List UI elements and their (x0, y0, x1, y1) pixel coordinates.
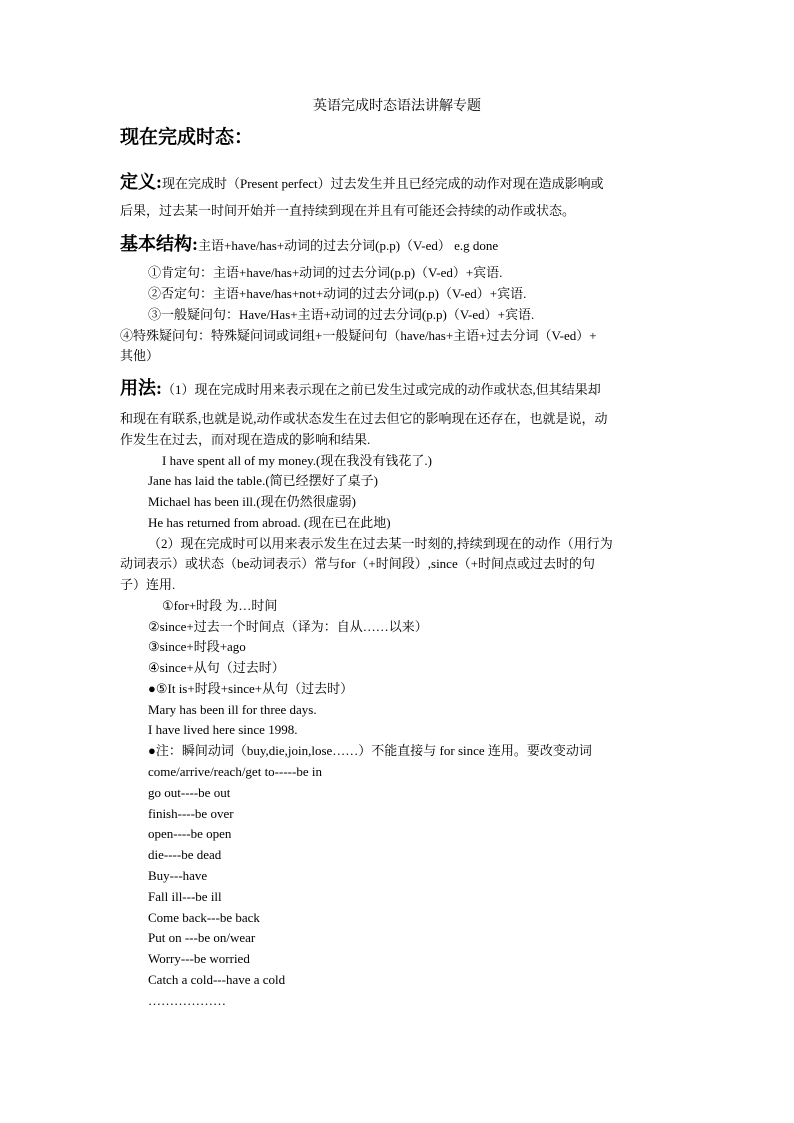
usage-text-1: （1）现在完成时用来表示现在之前已发生过或完成的动作或状态,但其结果却 (162, 382, 601, 397)
verb-pair: go out----be out (148, 785, 231, 800)
structure-special-question: ④特殊疑问句：特殊疑问词或词组+一般疑问句（have/has+主语+过去分词（V-ed）+ (120, 328, 597, 343)
rule-item: ●⑤It is+时段+since+从句（过去时） (148, 681, 354, 696)
structure-special-question-cont: 其他） (120, 348, 160, 363)
definition-label: 定义: (120, 172, 162, 192)
verb-pair: Fall ill---be ill (148, 889, 222, 904)
rule-item: ④since+从句（过去时） (148, 660, 285, 675)
ellipsis: ……………… (148, 993, 226, 1008)
verb-pair: Worry---be worried (148, 951, 250, 966)
usage-line-1 (120, 376, 601, 402)
definition-line-2: 后果，过去某一时间开始并一直持续到现在并且有可能还会持续的动作或状态。 (120, 203, 576, 218)
structure-negative: ②否定句：主语+have/has+not+动词的过去分词(p.p)（V-ed）+宾语. (148, 286, 527, 301)
usage-point-2-cont: 动词表示）或状态（be动词表示）常与for（+时间段）,since（+时间点或过去时的句 (120, 556, 596, 571)
document-title: 英语完成时态语法讲解专题 (313, 99, 481, 114)
note-line: ●注：瞬间动词（buy,die,join,lose……）不能直接与 for since 连用。要改变动词 (148, 743, 592, 758)
usage-label: 用法: (120, 378, 162, 398)
usage-line-2: 和现在有联系,也就是说,动作或状态发生在过去但它的影响现在还存在，也就是说，动 (120, 411, 608, 426)
example-sentence: He has returned from abroad. (现在已在此地) (148, 515, 391, 530)
usage-line-3: 作发生在过去，而对现在造成的影响和结果. (120, 432, 371, 447)
rule-item: ③since+时段+ago (148, 639, 246, 654)
structure-general-question: ③一般疑问句：Have/Has+主语+动词的过去分词(p.p)（V-ed）+宾语. (148, 307, 535, 322)
example-sentence: I have lived here since 1998. (148, 722, 298, 737)
example-sentence: Jane has laid the table.(简已经摆好了桌子) (148, 473, 378, 488)
section-title: 现在完成时态： (120, 127, 254, 148)
example-sentence: I have spent all of my money.(现在我没有钱花了.) (162, 453, 432, 468)
rule-item: ②since+过去一个时间点（译为：自从……以来） (148, 619, 428, 634)
verb-pair: Buy---have (148, 868, 208, 883)
usage-point-2: （2）现在完成时可以用来表示发生在过去某一时刻的,持续到现在的动作（用行为 (148, 536, 613, 551)
verb-pair: Come back---be back (148, 910, 260, 925)
usage-point-2-cont: 子）连用. (120, 577, 176, 592)
example-sentence: Michael has been ill.(现在仍然很虚弱) (148, 494, 356, 509)
example-sentence: Mary has been ill for three days. (148, 702, 317, 717)
rule-item: ①for+时段 为…时间 (162, 598, 278, 613)
structure-label: 基本结构: (120, 234, 198, 254)
verb-pair: die----be dead (148, 847, 222, 862)
structure-affirmative: ①肯定句：主语+have/has+动词的过去分词(p.p)（V-ed）+宾语. (148, 265, 503, 280)
definition-text-1: 现在完成时（Present perfect）过去发生并且已经完成的动作对现在造成影响或 (162, 176, 604, 191)
verb-pair: come/arrive/reach/get to-----be in (148, 764, 322, 779)
definition-line-1 (120, 170, 604, 196)
verb-pair: Put on ---be on/wear (148, 930, 256, 945)
structure-line (120, 232, 498, 258)
structure-main: 主语+have/has+动词的过去分词(p.p)（V-ed） e.g done (198, 238, 499, 253)
verb-pair: finish----be over (148, 806, 234, 821)
verb-pair: Catch a cold---have a cold (148, 972, 286, 987)
verb-pair: open----be open (148, 826, 232, 841)
